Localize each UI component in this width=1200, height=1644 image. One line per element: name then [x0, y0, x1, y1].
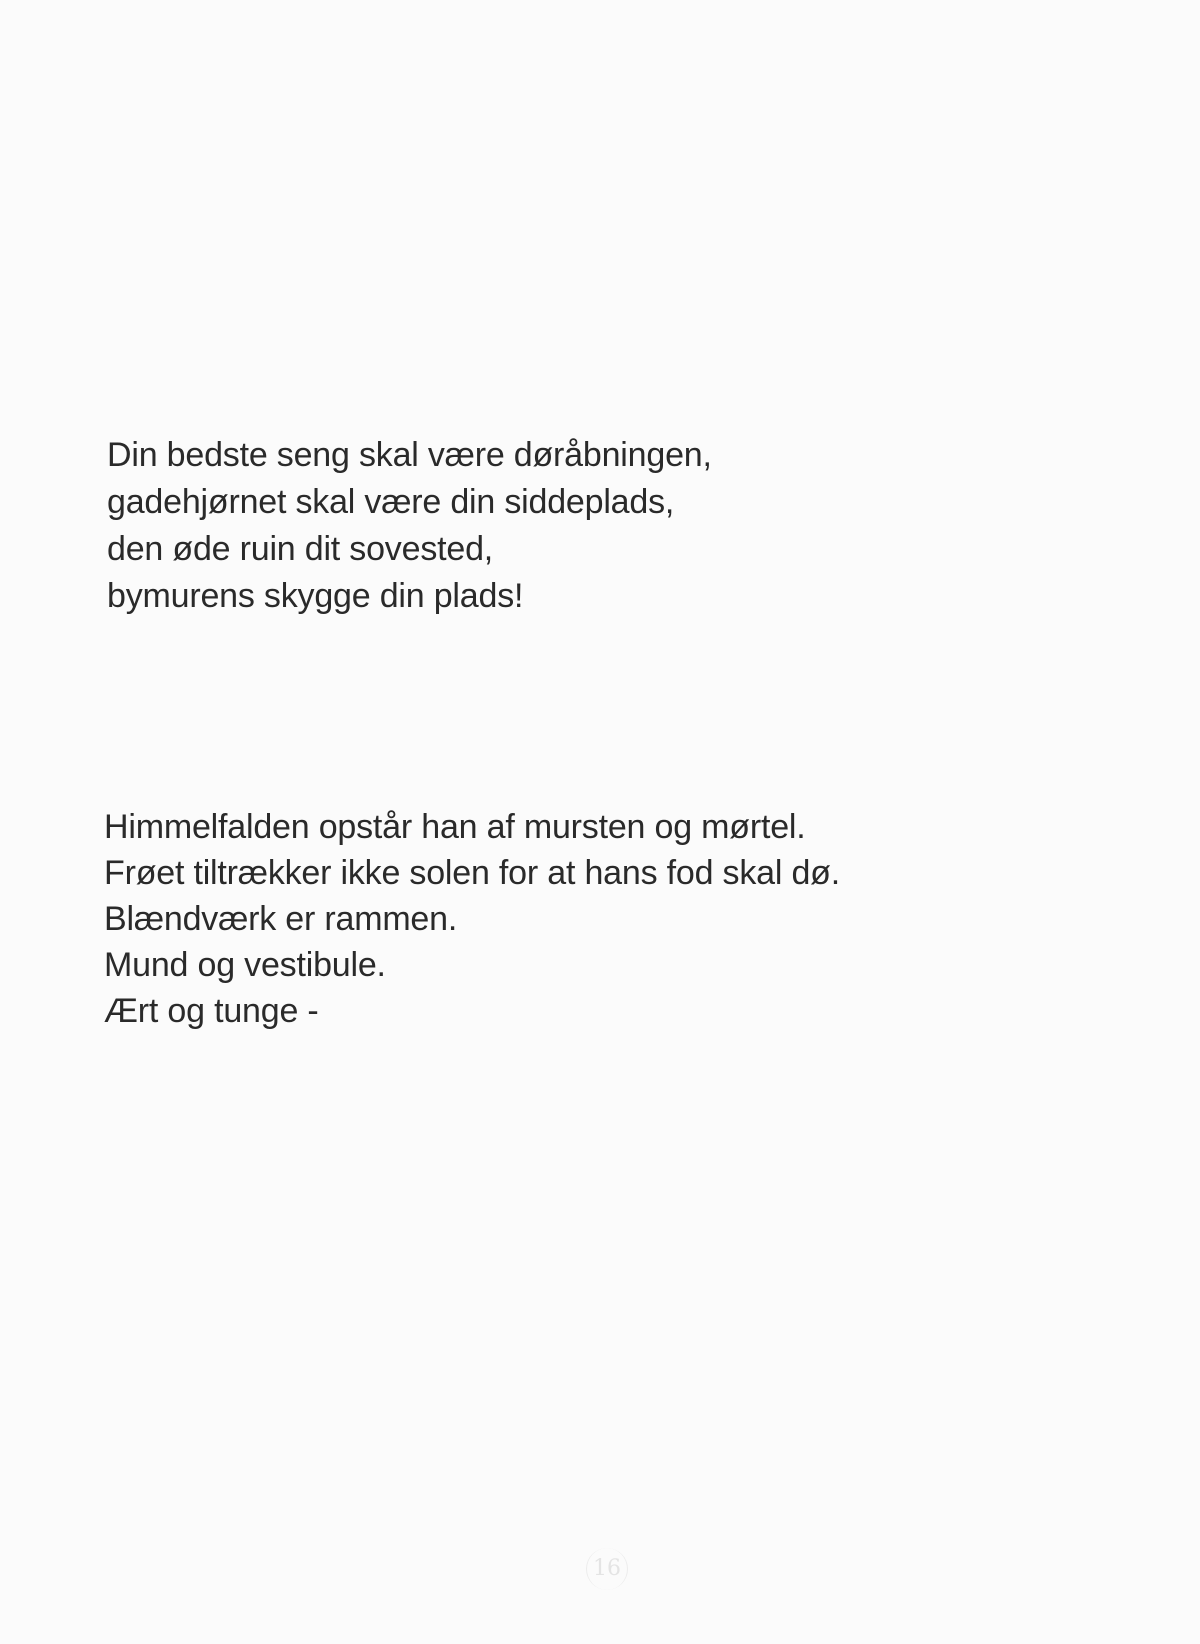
- poem-line: gadehjørnet skal være din siddeplads,: [107, 483, 675, 521]
- poem-line: den øde ruin dit sovested,: [107, 530, 494, 568]
- poem-line: Mund og vestibule.: [104, 946, 386, 984]
- page-number: 16: [586, 1548, 628, 1590]
- stanza-1: [107, 432, 712, 620]
- poem-line: Blændværk er rammen.: [104, 900, 458, 938]
- poem-line: Ært og tunge -: [104, 992, 319, 1030]
- poem-line: Himmelfalden opstår han af mursten og mørtel.: [104, 808, 806, 846]
- stanza-2: [104, 804, 840, 1034]
- poem-line: bymurens skygge din plads!: [107, 577, 524, 615]
- poem-line: Frøet tiltrækker ikke solen for at hans fod skal dø.: [104, 854, 840, 892]
- poem-line: Din bedste seng skal være døråbningen,: [107, 436, 712, 474]
